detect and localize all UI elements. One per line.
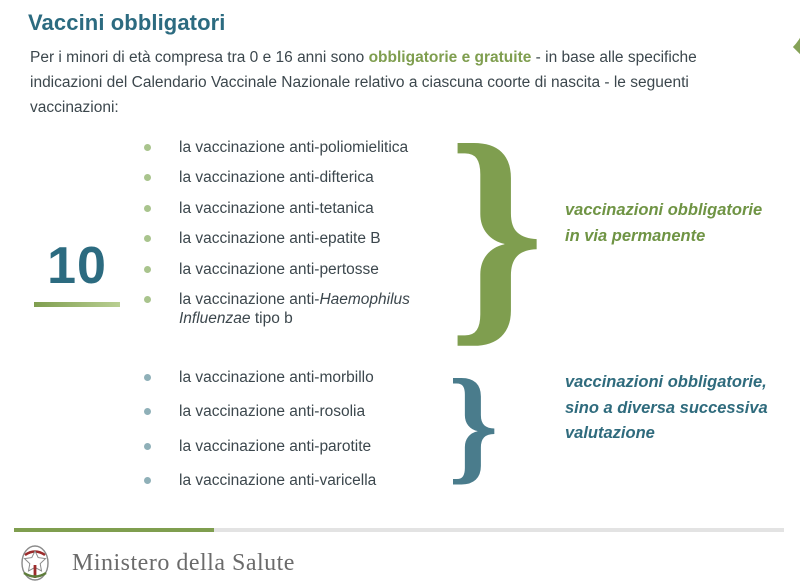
list-item-label: la vaccinazione anti-epatite B xyxy=(179,230,381,248)
page-title: Vaccini obbligatori xyxy=(28,10,226,35)
list-item xyxy=(140,260,440,279)
bullet-icon xyxy=(144,144,151,151)
list-item xyxy=(140,229,440,248)
list-item xyxy=(140,290,440,329)
bullet-icon xyxy=(144,477,151,484)
intro-highlight: obbligatorie e gratuite xyxy=(368,49,532,66)
bullet-icon xyxy=(144,374,151,381)
count-underline xyxy=(34,302,120,307)
list-item-label: la vaccinazione anti-Haemophilus Influenzae tipo b xyxy=(179,290,410,328)
intro-text-part1: Per i minori di età compresa tra 0 e 16 anni sono xyxy=(30,49,369,66)
list-item-label: la vaccinazione anti-varicella xyxy=(179,472,377,490)
list-item xyxy=(140,138,440,157)
ministry-name: Ministero della Salute xyxy=(72,549,295,576)
brace-icon-permanent: } xyxy=(448,95,545,366)
bullet-icon xyxy=(144,443,151,450)
vaccine-list-revisable xyxy=(140,368,376,506)
list-item xyxy=(140,199,440,218)
bullet-icon xyxy=(144,296,151,303)
italy-emblem-icon xyxy=(18,543,52,583)
list-item xyxy=(140,437,376,456)
list-item xyxy=(140,368,376,387)
list-item-label: la vaccinazione anti-morbillo xyxy=(179,369,374,386)
footer xyxy=(14,540,784,586)
bullet-icon xyxy=(144,174,151,181)
list-item-label: la vaccinazione anti-poliomielitica xyxy=(179,139,409,156)
list-item-label: la vaccinazione anti-difterica xyxy=(179,169,374,187)
bullet-icon xyxy=(144,408,151,415)
bullet-icon xyxy=(144,205,151,212)
list-item xyxy=(140,168,440,187)
group-label-revisable: vaccinazioni obbligatorie, sino a diversa successiva valutazione xyxy=(565,373,768,443)
vaccine-count: 10 xyxy=(47,237,107,295)
list-item-label: la vaccinazione anti-pertosse xyxy=(179,260,379,278)
intro-text-part2: - in base alle specifiche indicazioni del Calendario Vaccinale Nazionale relativo a ciascuna coorte di nascita - le seguenti vaccinazioni: xyxy=(30,49,697,116)
list-item xyxy=(140,402,376,421)
vaccine-count-block xyxy=(22,237,132,307)
bullet-icon xyxy=(144,266,151,273)
bullet-icon xyxy=(144,235,151,242)
list-item xyxy=(140,471,376,490)
decorative-corner-arc-inner xyxy=(723,0,793,5)
vaccine-list-permanent xyxy=(140,138,440,340)
list-item-label: la vaccinazione anti-rosolia xyxy=(179,403,366,421)
footer-divider-accent xyxy=(14,528,214,532)
intro-paragraph xyxy=(30,46,756,120)
group-label-permanent: vaccinazioni obbligatorie in via permanente xyxy=(565,201,763,245)
brace-icon-revisable: } xyxy=(448,353,499,495)
list-item-label: la vaccinazione anti-parotite xyxy=(179,437,372,455)
list-item-label: la vaccinazione anti-tetanica xyxy=(179,199,374,217)
